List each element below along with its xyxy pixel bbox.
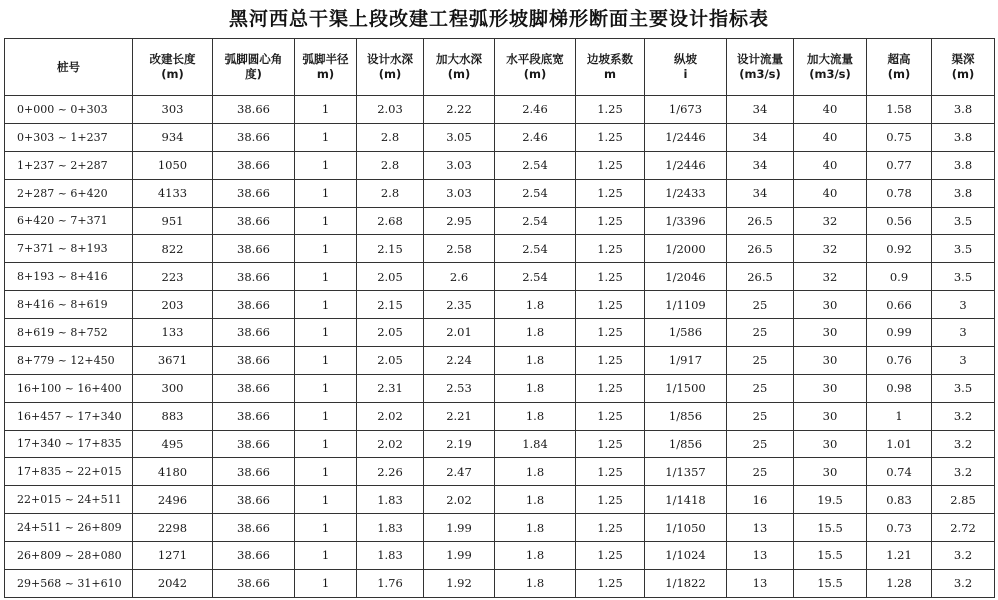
cell-design-flow: 25 [727, 346, 794, 374]
cell-design-depth: 1.83 [357, 486, 424, 514]
cell-design-flow: 25 [727, 291, 794, 319]
cell-station: 8+193 ~ 8+416 [5, 263, 133, 291]
cell-arc-radius: 1 [295, 319, 357, 347]
cell-design-flow: 34 [727, 96, 794, 124]
cell-design-depth: 2.15 [357, 291, 424, 319]
cell-design-depth: 1.83 [357, 514, 424, 542]
cell-design-flow: 16 [727, 486, 794, 514]
cell-arc-radius: 1 [295, 430, 357, 458]
cell-arc-angle: 38.66 [213, 96, 295, 124]
cell-station: 17+835 ~ 22+015 [5, 458, 133, 486]
header-arc-radius-line: 弧脚半径 [302, 52, 349, 66]
cell-length: 4180 [133, 458, 213, 486]
header-slope-coef [576, 39, 645, 96]
header-canal-depth [932, 39, 995, 96]
cell-length: 822 [133, 235, 213, 263]
cell-station: 16+100 ~ 16+400 [5, 374, 133, 402]
header-design-flow [727, 39, 794, 96]
table-row [5, 319, 995, 347]
cell-arc-angle: 38.66 [213, 430, 295, 458]
cell-design-flow: 34 [727, 151, 794, 179]
cell-design-flow: 25 [727, 402, 794, 430]
header-longitudinal-slope-line: i [683, 67, 688, 81]
cell-arc-radius: 1 [295, 514, 357, 542]
header-length-line: (m) [161, 67, 184, 81]
cell-design-depth: 1.83 [357, 542, 424, 570]
cell-canal-depth: 3 [932, 319, 995, 347]
table-row [5, 263, 995, 291]
cell-longitudinal-slope: 1/856 [645, 402, 727, 430]
cell-arc-angle: 38.66 [213, 123, 295, 151]
cell-arc-radius: 1 [295, 346, 357, 374]
header-freeboard-line: 超高 [887, 52, 911, 66]
cell-longitudinal-slope: 1/917 [645, 346, 727, 374]
header-bottom-width [495, 39, 576, 96]
cell-bottom-width: 1.84 [495, 430, 576, 458]
cell-design-depth: 2.31 [357, 374, 424, 402]
cell-arc-angle: 38.66 [213, 569, 295, 597]
cell-length: 203 [133, 291, 213, 319]
header-design-depth-line: (m) [378, 67, 402, 81]
table-row [5, 123, 995, 151]
cell-slope-coef: 1.25 [576, 319, 645, 347]
cell-bottom-width: 2.46 [495, 96, 576, 124]
cell-design-depth: 2.8 [357, 151, 424, 179]
cell-longitudinal-slope: 1/2046 [645, 263, 727, 291]
cell-slope-coef: 1.25 [576, 179, 645, 207]
cell-max-depth: 1.99 [424, 514, 495, 542]
cell-design-flow: 34 [727, 123, 794, 151]
cell-bottom-width: 1.8 [495, 402, 576, 430]
header-slope-coef-line: m [604, 67, 616, 81]
table-row [5, 374, 995, 402]
cell-design-flow: 26.5 [727, 263, 794, 291]
cell-freeboard: 0.74 [867, 458, 932, 486]
header-design-depth [357, 39, 424, 96]
cell-design-flow: 26.5 [727, 235, 794, 263]
cell-longitudinal-slope: 1/586 [645, 319, 727, 347]
cell-arc-angle: 38.66 [213, 458, 295, 486]
cell-max-flow: 30 [794, 319, 867, 347]
cell-max-depth: 1.92 [424, 569, 495, 597]
cell-length: 303 [133, 96, 213, 124]
cell-bottom-width: 1.8 [495, 486, 576, 514]
cell-max-flow: 19.5 [794, 486, 867, 514]
cell-arc-radius: 1 [295, 569, 357, 597]
cell-freeboard: 0.56 [867, 207, 932, 235]
cell-length: 4133 [133, 179, 213, 207]
table-row [5, 542, 995, 570]
cell-slope-coef: 1.25 [576, 207, 645, 235]
cell-length: 3671 [133, 346, 213, 374]
cell-bottom-width: 2.54 [495, 263, 576, 291]
cell-canal-depth: 3.8 [932, 151, 995, 179]
header-design-flow-line: 设计流量 [737, 52, 783, 66]
cell-slope-coef: 1.25 [576, 458, 645, 486]
cell-max-flow: 30 [794, 291, 867, 319]
cell-bottom-width: 1.8 [495, 346, 576, 374]
header-arc-angle-line: 度) [245, 67, 262, 81]
cell-station: 29+568 ~ 31+610 [5, 569, 133, 597]
cell-max-depth: 2.21 [424, 402, 495, 430]
cell-freeboard: 0.75 [867, 123, 932, 151]
cell-max-flow: 32 [794, 207, 867, 235]
cell-freeboard: 0.92 [867, 235, 932, 263]
header-station-line: 桩号 [57, 59, 80, 74]
cell-slope-coef: 1.25 [576, 430, 645, 458]
cell-freeboard: 1.58 [867, 96, 932, 124]
cell-length: 223 [133, 263, 213, 291]
cell-max-flow: 30 [794, 374, 867, 402]
cell-canal-depth: 3.8 [932, 96, 995, 124]
cell-canal-depth: 3.8 [932, 179, 995, 207]
cell-slope-coef: 1.25 [576, 151, 645, 179]
cell-station: 8+619 ~ 8+752 [5, 319, 133, 347]
cell-longitudinal-slope: 1/856 [645, 430, 727, 458]
cell-bottom-width: 2.46 [495, 123, 576, 151]
cell-station: 17+340 ~ 17+835 [5, 430, 133, 458]
cell-canal-depth: 3.5 [932, 374, 995, 402]
cell-arc-radius: 1 [295, 207, 357, 235]
cell-freeboard: 1.21 [867, 542, 932, 570]
cell-max-depth: 2.35 [424, 291, 495, 319]
cell-canal-depth: 3.2 [932, 402, 995, 430]
cell-arc-angle: 38.66 [213, 514, 295, 542]
cell-max-depth: 3.05 [424, 123, 495, 151]
header-bottom-width-line: (m) [523, 67, 547, 81]
cell-design-depth: 2.8 [357, 179, 424, 207]
cell-arc-angle: 38.66 [213, 486, 295, 514]
cell-longitudinal-slope: 1/1109 [645, 291, 727, 319]
cell-slope-coef: 1.25 [576, 291, 645, 319]
cell-arc-radius: 1 [295, 374, 357, 402]
cell-station: 0+000 ~ 0+303 [5, 96, 133, 124]
cell-max-depth: 2.24 [424, 346, 495, 374]
cell-longitudinal-slope: 1/2446 [645, 151, 727, 179]
cell-bottom-width: 2.54 [495, 151, 576, 179]
cell-bottom-width: 1.8 [495, 569, 576, 597]
cell-canal-depth: 2.72 [932, 514, 995, 542]
cell-station: 1+237 ~ 2+287 [5, 151, 133, 179]
cell-max-depth: 2.19 [424, 430, 495, 458]
cell-canal-depth: 3 [932, 291, 995, 319]
cell-arc-angle: 38.66 [213, 151, 295, 179]
cell-arc-radius: 1 [295, 486, 357, 514]
cell-longitudinal-slope: 1/3396 [645, 207, 727, 235]
cell-slope-coef: 1.25 [576, 514, 645, 542]
header-freeboard [867, 39, 932, 96]
cell-length: 1271 [133, 542, 213, 570]
cell-longitudinal-slope: 1/1357 [645, 458, 727, 486]
cell-slope-coef: 1.25 [576, 542, 645, 570]
cell-station: 7+371 ~ 8+193 [5, 235, 133, 263]
cell-max-flow: 30 [794, 346, 867, 374]
cell-arc-angle: 38.66 [213, 346, 295, 374]
cell-bottom-width: 1.8 [495, 542, 576, 570]
header-longitudinal-slope [645, 39, 727, 96]
cell-length: 300 [133, 374, 213, 402]
cell-max-depth: 2.01 [424, 319, 495, 347]
cell-freeboard: 0.66 [867, 291, 932, 319]
header-arc-radius-line: m) [316, 67, 335, 81]
cell-design-depth: 1.76 [357, 569, 424, 597]
header-max-flow-line: (m3/s) [809, 67, 851, 81]
cell-length: 951 [133, 207, 213, 235]
design-spec-table [4, 38, 995, 598]
header-bottom-width-line: 水平段底宽 [506, 52, 564, 66]
cell-canal-depth: 3.5 [932, 235, 995, 263]
header-longitudinal-slope-line: 纵坡 [674, 52, 697, 66]
cell-slope-coef: 1.25 [576, 123, 645, 151]
cell-longitudinal-slope: 1/1024 [645, 542, 727, 570]
table-row [5, 569, 995, 597]
cell-bottom-width: 1.8 [495, 514, 576, 542]
table-body [5, 96, 995, 598]
cell-bottom-width: 1.8 [495, 374, 576, 402]
cell-bottom-width: 1.8 [495, 291, 576, 319]
cell-station: 8+416 ~ 8+619 [5, 291, 133, 319]
table-row [5, 514, 995, 542]
table-row [5, 179, 995, 207]
cell-length: 1050 [133, 151, 213, 179]
table-row [5, 486, 995, 514]
cell-slope-coef: 1.25 [576, 374, 645, 402]
cell-max-flow: 15.5 [794, 514, 867, 542]
cell-design-flow: 25 [727, 319, 794, 347]
cell-max-depth: 2.47 [424, 458, 495, 486]
cell-freeboard: 0.73 [867, 514, 932, 542]
cell-freeboard: 0.99 [867, 319, 932, 347]
table-row [5, 346, 995, 374]
cell-design-depth: 2.03 [357, 96, 424, 124]
cell-longitudinal-slope: 1/1822 [645, 569, 727, 597]
cell-length: 2042 [133, 569, 213, 597]
cell-arc-angle: 38.66 [213, 374, 295, 402]
cell-arc-angle: 38.66 [213, 235, 295, 263]
cell-arc-radius: 1 [295, 123, 357, 151]
cell-max-flow: 40 [794, 96, 867, 124]
cell-max-depth: 3.03 [424, 151, 495, 179]
cell-longitudinal-slope: 1/1500 [645, 374, 727, 402]
cell-max-depth: 2.58 [424, 235, 495, 263]
cell-canal-depth: 3 [932, 346, 995, 374]
table-row [5, 430, 995, 458]
cell-arc-radius: 1 [295, 542, 357, 570]
cell-design-flow: 13 [727, 514, 794, 542]
cell-length: 883 [133, 402, 213, 430]
cell-design-flow: 13 [727, 569, 794, 597]
header-canal-depth-line: (m) [951, 67, 975, 81]
header-row [5, 39, 995, 96]
table-row [5, 291, 995, 319]
header-arc-angle-line: 弧脚圆心角 [224, 52, 283, 66]
header-arc-radius [295, 39, 357, 96]
cell-max-flow: 30 [794, 402, 867, 430]
table-row [5, 151, 995, 179]
cell-max-depth: 3.03 [424, 179, 495, 207]
cell-max-flow: 30 [794, 430, 867, 458]
cell-max-flow: 15.5 [794, 542, 867, 570]
cell-slope-coef: 1.25 [576, 346, 645, 374]
cell-design-depth: 2.05 [357, 263, 424, 291]
cell-max-flow: 40 [794, 123, 867, 151]
cell-length: 2496 [133, 486, 213, 514]
cell-freeboard: 1 [867, 402, 932, 430]
cell-max-flow: 32 [794, 263, 867, 291]
header-max-flow [794, 39, 867, 96]
cell-slope-coef: 1.25 [576, 402, 645, 430]
cell-max-depth: 2.95 [424, 207, 495, 235]
header-canal-depth-line: 渠深 [951, 52, 975, 66]
cell-max-flow: 32 [794, 235, 867, 263]
cell-max-depth: 2.22 [424, 96, 495, 124]
cell-length: 934 [133, 123, 213, 151]
header-max-flow-line: 加大流量 [807, 52, 853, 66]
header-length-line: 改建长度 [149, 52, 196, 66]
cell-longitudinal-slope: 1/1418 [645, 486, 727, 514]
header-freeboard-line: (m) [887, 67, 911, 81]
cell-arc-radius: 1 [295, 151, 357, 179]
header-length [133, 39, 213, 96]
cell-length: 133 [133, 319, 213, 347]
cell-design-flow: 34 [727, 179, 794, 207]
table-row [5, 458, 995, 486]
cell-design-depth: 2.02 [357, 402, 424, 430]
cell-arc-radius: 1 [295, 458, 357, 486]
cell-canal-depth: 3.2 [932, 458, 995, 486]
table-row [5, 96, 995, 124]
cell-canal-depth: 3.5 [932, 207, 995, 235]
cell-longitudinal-slope: 1/673 [645, 96, 727, 124]
cell-arc-radius: 1 [295, 235, 357, 263]
cell-design-depth: 2.02 [357, 430, 424, 458]
cell-station: 6+420 ~ 7+371 [5, 207, 133, 235]
cell-max-flow: 40 [794, 151, 867, 179]
cell-design-flow: 26.5 [727, 207, 794, 235]
cell-slope-coef: 1.25 [576, 263, 645, 291]
cell-station: 0+303 ~ 1+237 [5, 123, 133, 151]
cell-max-flow: 15.5 [794, 569, 867, 597]
cell-max-depth: 2.6 [424, 263, 495, 291]
cell-arc-radius: 1 [295, 402, 357, 430]
cell-design-depth: 2.26 [357, 458, 424, 486]
header-station [5, 39, 133, 96]
cell-station: 8+779 ~ 12+450 [5, 346, 133, 374]
cell-canal-depth: 3.2 [932, 542, 995, 570]
cell-station: 2+287 ~ 6+420 [5, 179, 133, 207]
cell-canal-depth: 3.8 [932, 123, 995, 151]
cell-bottom-width: 2.54 [495, 235, 576, 263]
cell-arc-angle: 38.66 [213, 291, 295, 319]
cell-freeboard: 0.83 [867, 486, 932, 514]
cell-design-flow: 25 [727, 430, 794, 458]
cell-canal-depth: 2.85 [932, 486, 995, 514]
cell-station: 26+809 ~ 28+080 [5, 542, 133, 570]
header-max-depth-line: (m) [447, 67, 471, 81]
cell-arc-angle: 38.66 [213, 207, 295, 235]
cell-station: 24+511 ~ 26+809 [5, 514, 133, 542]
cell-arc-radius: 1 [295, 96, 357, 124]
cell-max-depth: 1.99 [424, 542, 495, 570]
cell-longitudinal-slope: 1/2000 [645, 235, 727, 263]
header-arc-angle [213, 39, 295, 96]
cell-design-flow: 25 [727, 374, 794, 402]
cell-longitudinal-slope: 1/2433 [645, 179, 727, 207]
cell-arc-angle: 38.66 [213, 263, 295, 291]
cell-design-depth: 2.15 [357, 235, 424, 263]
cell-length: 495 [133, 430, 213, 458]
table-row [5, 402, 995, 430]
table-row [5, 207, 995, 235]
header-max-depth-line: 加大水深 [436, 52, 482, 66]
cell-freeboard: 0.78 [867, 179, 932, 207]
cell-canal-depth: 3.5 [932, 263, 995, 291]
cell-design-flow: 25 [727, 458, 794, 486]
cell-max-flow: 40 [794, 179, 867, 207]
cell-max-depth: 2.02 [424, 486, 495, 514]
header-max-depth [424, 39, 495, 96]
cell-arc-radius: 1 [295, 263, 357, 291]
cell-freeboard: 0.98 [867, 374, 932, 402]
cell-station: 22+015 ~ 24+511 [5, 486, 133, 514]
cell-design-depth: 2.05 [357, 346, 424, 374]
cell-freeboard: 0.76 [867, 346, 932, 374]
cell-slope-coef: 1.25 [576, 96, 645, 124]
cell-freeboard: 1.01 [867, 430, 932, 458]
cell-arc-angle: 38.66 [213, 179, 295, 207]
cell-freeboard: 1.28 [867, 569, 932, 597]
header-slope-coef-line: 边坡系数 [587, 52, 633, 66]
cell-arc-angle: 38.66 [213, 319, 295, 347]
cell-design-depth: 2.05 [357, 319, 424, 347]
table-title: 黑河西总干渠上段改建工程弧形坡脚梯形断面主要设计指标表 [228, 8, 769, 30]
header-design-flow-line: (m3/s) [739, 67, 781, 81]
cell-slope-coef: 1.25 [576, 486, 645, 514]
cell-longitudinal-slope: 1/2446 [645, 123, 727, 151]
cell-bottom-width: 2.54 [495, 179, 576, 207]
table-row [5, 235, 995, 263]
cell-design-depth: 2.8 [357, 123, 424, 151]
cell-station: 16+457 ~ 17+340 [5, 402, 133, 430]
cell-arc-angle: 38.66 [213, 542, 295, 570]
cell-canal-depth: 3.2 [932, 430, 995, 458]
cell-freeboard: 0.77 [867, 151, 932, 179]
cell-arc-radius: 1 [295, 291, 357, 319]
cell-freeboard: 0.9 [867, 263, 932, 291]
header-design-depth-line: 设计水深 [367, 52, 413, 66]
cell-arc-radius: 1 [295, 179, 357, 207]
cell-slope-coef: 1.25 [576, 235, 645, 263]
cell-bottom-width: 1.8 [495, 458, 576, 486]
cell-max-flow: 30 [794, 458, 867, 486]
cell-slope-coef: 1.25 [576, 569, 645, 597]
cell-max-depth: 2.53 [424, 374, 495, 402]
cell-design-flow: 13 [727, 542, 794, 570]
cell-length: 2298 [133, 514, 213, 542]
cell-design-depth: 2.68 [357, 207, 424, 235]
cell-bottom-width: 1.8 [495, 319, 576, 347]
cell-longitudinal-slope: 1/1050 [645, 514, 727, 542]
cell-arc-angle: 38.66 [213, 402, 295, 430]
cell-bottom-width: 2.54 [495, 207, 576, 235]
cell-canal-depth: 3.2 [932, 569, 995, 597]
